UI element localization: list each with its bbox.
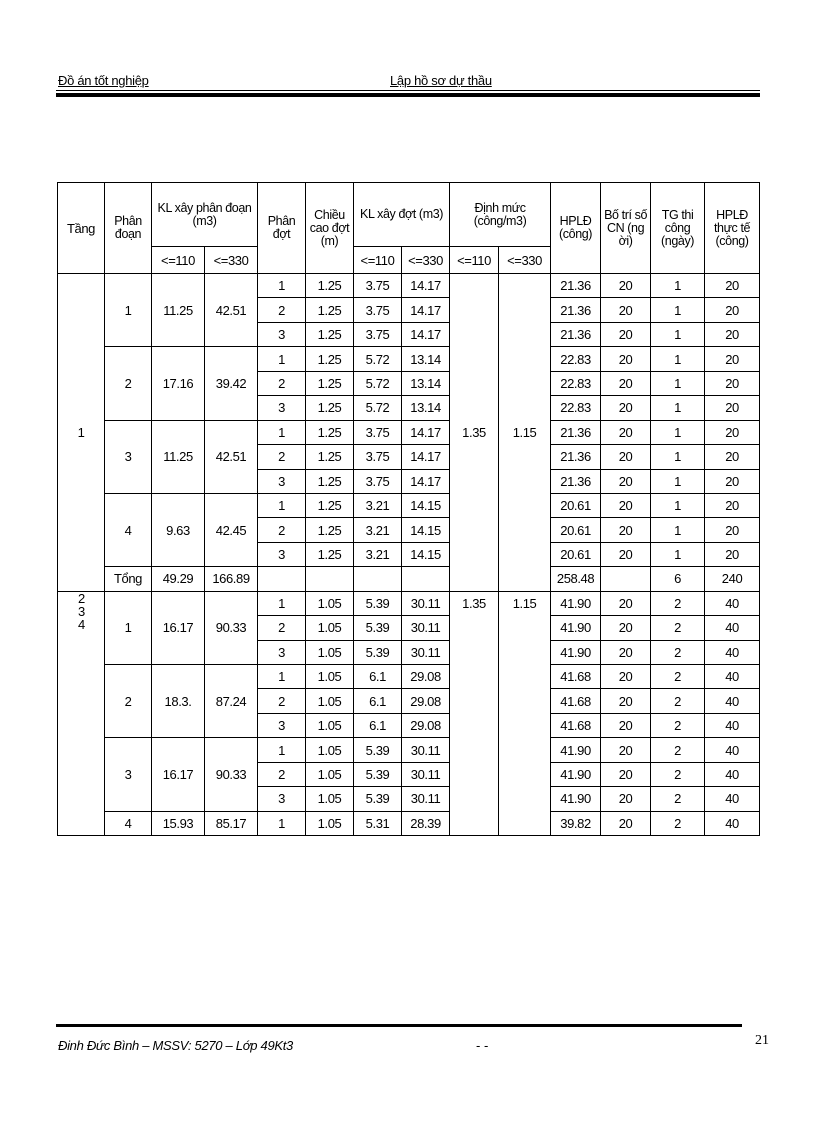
cell-kl-phan-doan-330: 42.45 (205, 493, 258, 566)
col-header-hpld-thuc-te: HPLĐ thực tế (công) (705, 183, 760, 274)
cell-tg: 2 (651, 616, 705, 640)
cell-bo-tri: 20 (601, 689, 651, 713)
cell-kl-dot-330: 14.17 (402, 274, 450, 298)
cell-kl-dot-110: 5.39 (354, 591, 402, 615)
cell-hpld: 21.36 (551, 445, 601, 469)
cell-hpld: 41.90 (551, 787, 601, 811)
cell-hpld: 39.82 (551, 811, 601, 835)
cell-tg: 2 (651, 811, 705, 835)
cell-phan-dot: 1 (258, 420, 306, 444)
cell-kl-phan-doan-330: 87.24 (205, 665, 258, 738)
cell-kl-phan-doan-330: 90.33 (205, 738, 258, 811)
cell-tg: 2 (651, 738, 705, 762)
header-subtitle: Lập hồ sơ dự thầu (390, 73, 492, 88)
col-header-chieu-cao: Chiều cao đợt (m) (306, 183, 354, 274)
cell-hpld: 41.68 (551, 665, 601, 689)
cell-tg: 1 (651, 298, 705, 322)
footer-separator: - - (476, 1038, 489, 1053)
cell-kl-dot-110: 5.72 (354, 396, 402, 420)
cell-kl-dot-330: 30.11 (402, 616, 450, 640)
cell-kl-dot-110: 5.31 (354, 811, 402, 835)
table-row (58, 811, 760, 835)
cell-kl-dot-330: 14.17 (402, 420, 450, 444)
page-number: 21 (755, 1033, 769, 1048)
cell-hpld-thuc-te: 20 (705, 518, 760, 542)
cell-kl-phan-doan-110: 18.3. (152, 665, 205, 738)
cell-kl-dot-110: 5.39 (354, 762, 402, 786)
cell-bo-tri: 20 (601, 640, 651, 664)
cell-dinh-muc-330: 1.15 (499, 591, 551, 835)
tang-line: 2 (78, 590, 85, 606)
footer-divider (56, 1024, 742, 1027)
cell-hpld: 41.90 (551, 738, 601, 762)
cell-tg: 1 (651, 420, 705, 444)
cell-phan-dot: 2 (258, 518, 306, 542)
cell-tg: 1 (651, 322, 705, 346)
cell-chieu-cao: 1.25 (306, 371, 354, 395)
cell-phan-dot: 3 (258, 469, 306, 493)
col-header-kl-phan-doan: KL xây phân đoạn (m3) (152, 183, 258, 247)
cell-phan-dot: 2 (258, 445, 306, 469)
cell-hpld-thuc-te: 20 (705, 298, 760, 322)
cell-hpld: 41.90 (551, 591, 601, 615)
cell-hpld-thuc-te: 40 (705, 787, 760, 811)
cell-tg: 2 (651, 762, 705, 786)
cell-kl-dot-330: 29.08 (402, 713, 450, 737)
cell-bo-tri: 20 (601, 811, 651, 835)
cell-phan-dot: 2 (258, 371, 306, 395)
cell-total-hpld-thuc-te: 240 (705, 567, 760, 591)
col-header-tg: TG thi công (ngày) (651, 183, 705, 274)
cell-hpld: 20.61 (551, 542, 601, 566)
cell-kl-phan-doan-110: 9.63 (152, 493, 205, 566)
cell-total-hpld: 258.48 (551, 567, 601, 591)
cell-total-kl110: 49.29 (152, 567, 205, 591)
cell-bo-tri: 20 (601, 542, 651, 566)
table-row (58, 591, 760, 615)
cell-tg: 2 (651, 713, 705, 737)
cell-chieu-cao: 1.25 (306, 396, 354, 420)
cell-chieu-cao: 1.05 (306, 616, 354, 640)
cell-bo-tri: 20 (601, 787, 651, 811)
cell-hpld: 21.36 (551, 274, 601, 298)
cell-tg: 1 (651, 396, 705, 420)
cell-kl-dot-110: 3.75 (354, 322, 402, 346)
cell-chieu-cao: 1.05 (306, 713, 354, 737)
cell-hpld: 41.90 (551, 640, 601, 664)
table-row (58, 738, 760, 762)
cell-kl-dot-110: 5.39 (354, 640, 402, 664)
cell-phan-dot: 3 (258, 787, 306, 811)
table-row (58, 420, 760, 444)
cell-kl-phan-doan-330: 42.51 (205, 274, 258, 347)
cell-kl-dot-330: 30.11 (402, 762, 450, 786)
cell-hpld-thuc-te: 20 (705, 542, 760, 566)
cell-bo-tri: 20 (601, 762, 651, 786)
col-header-tang: Tầng (58, 183, 105, 274)
cell-phan-dot: 3 (258, 640, 306, 664)
cell-chieu-cao: 1.25 (306, 542, 354, 566)
cell-kl-dot-330: 14.15 (402, 493, 450, 517)
cell-tang: 1 (58, 274, 105, 592)
cell-hpld: 41.90 (551, 616, 601, 640)
col-header-dot-le330: <=330 (402, 247, 450, 274)
cell-bo-tri: 20 (601, 665, 651, 689)
cell-phan-dot: 1 (258, 274, 306, 298)
cell-bo-tri: 20 (601, 274, 651, 298)
cell-phan-doan: 4 (105, 811, 152, 835)
cell-kl-dot-110: 5.39 (354, 738, 402, 762)
cell-tg: 1 (651, 469, 705, 493)
cell-bo-tri: 20 (601, 322, 651, 346)
header-divider-thick (56, 93, 760, 97)
cell-phan-doan: 3 (105, 738, 152, 811)
cell-kl-dot-330: 30.11 (402, 787, 450, 811)
cell-kl-dot-330: 29.08 (402, 665, 450, 689)
cell-bo-tri: 20 (601, 396, 651, 420)
cell-bo-tri: 20 (601, 713, 651, 737)
cell-hpld: 21.36 (551, 322, 601, 346)
cell-phan-dot: 3 (258, 396, 306, 420)
cell-kl-phan-doan-110: 15.93 (152, 811, 205, 835)
cell-phan-doan: 4 (105, 493, 152, 566)
cell-phan-doan: 1 (105, 591, 152, 664)
cell-kl-dot-330: 30.11 (402, 640, 450, 664)
cell-kl-dot-330: 30.11 (402, 591, 450, 615)
cell-hpld-thuc-te: 40 (705, 762, 760, 786)
table-row (58, 347, 760, 371)
cell-kl-dot-330: 13.14 (402, 371, 450, 395)
cell-kl-dot-330: 14.15 (402, 542, 450, 566)
cell-chieu-cao: 1.25 (306, 518, 354, 542)
cell-bo-tri: 20 (601, 738, 651, 762)
tang-line: 3 (78, 603, 85, 619)
cell-phan-doan: 3 (105, 420, 152, 493)
cell-hpld: 41.90 (551, 762, 601, 786)
cell-dinh-muc-330: 1.15 (499, 274, 551, 592)
cell-kl-dot-110: 3.75 (354, 469, 402, 493)
cell-kl-dot-110: 6.1 (354, 689, 402, 713)
cell-kl-dot-110: 3.75 (354, 420, 402, 444)
cell-chieu-cao: 1.25 (306, 322, 354, 346)
cell-hpld-thuc-te: 40 (705, 713, 760, 737)
cell-empty (354, 567, 402, 591)
cell-kl-dot-330: 28.39 (402, 811, 450, 835)
cell-kl-dot-110: 3.75 (354, 274, 402, 298)
col-header-kl-le330: <=330 (205, 247, 258, 274)
cell-hpld-thuc-te: 20 (705, 274, 760, 298)
cell-phan-dot: 3 (258, 542, 306, 566)
cell-phan-dot: 1 (258, 493, 306, 517)
cell-chieu-cao: 1.05 (306, 738, 354, 762)
cell-kl-dot-110: 3.21 (354, 493, 402, 517)
cell-kl-phan-doan-110: 11.25 (152, 420, 205, 493)
cell-kl-dot-110: 3.21 (354, 542, 402, 566)
cell-hpld: 20.61 (551, 518, 601, 542)
col-header-dot-le110: <=110 (354, 247, 402, 274)
schedule-table (57, 182, 760, 836)
cell-hpld-thuc-te: 40 (705, 616, 760, 640)
cell-kl-phan-doan-330: 39.42 (205, 347, 258, 420)
cell-phan-dot: 1 (258, 811, 306, 835)
cell-hpld-thuc-te: 20 (705, 347, 760, 371)
header-divider (56, 90, 760, 91)
cell-bo-tri: 20 (601, 371, 651, 395)
cell-tg: 1 (651, 493, 705, 517)
cell-kl-dot-110: 5.39 (354, 616, 402, 640)
cell-tg: 2 (651, 591, 705, 615)
cell-kl-dot-330: 14.17 (402, 469, 450, 493)
col-header-phan-doan: Phân đoạn (105, 183, 152, 274)
cell-kl-dot-110: 3.21 (354, 518, 402, 542)
cell-phan-dot: 1 (258, 591, 306, 615)
cell-kl-phan-doan-110: 16.17 (152, 591, 205, 664)
cell-phan-dot: 2 (258, 616, 306, 640)
cell-chieu-cao: 1.05 (306, 591, 354, 615)
cell-tg: 2 (651, 787, 705, 811)
cell-empty (601, 567, 651, 591)
cell-hpld: 22.83 (551, 347, 601, 371)
cell-chieu-cao: 1.25 (306, 298, 354, 322)
cell-hpld-thuc-te: 20 (705, 396, 760, 420)
cell-tg: 1 (651, 542, 705, 566)
table-row (58, 567, 760, 591)
cell-hpld-thuc-te: 40 (705, 591, 760, 615)
col-header-hpld: HPLĐ (công) (551, 183, 601, 274)
cell-bo-tri: 20 (601, 616, 651, 640)
cell-chieu-cao: 1.05 (306, 787, 354, 811)
table-row (58, 274, 760, 298)
table-row (58, 665, 760, 689)
cell-kl-dot-110: 6.1 (354, 665, 402, 689)
cell-chieu-cao: 1.25 (306, 445, 354, 469)
cell-empty (258, 567, 306, 591)
col-header-phan-dot: Phân đợt (258, 183, 306, 274)
tang-line: 4 (78, 616, 85, 632)
cell-empty (306, 567, 354, 591)
cell-hpld: 20.61 (551, 493, 601, 517)
cell-kl-phan-doan-110: 17.16 (152, 347, 205, 420)
cell-kl-dot-110: 5.72 (354, 347, 402, 371)
col-header-kl-dot: KL xây đợt (m3) (354, 183, 450, 247)
cell-kl-dot-330: 14.15 (402, 518, 450, 542)
cell-chieu-cao: 1.25 (306, 469, 354, 493)
cell-tg: 2 (651, 640, 705, 664)
cell-tg: 1 (651, 518, 705, 542)
cell-kl-dot-330: 14.17 (402, 322, 450, 346)
cell-hpld-thuc-te: 20 (705, 469, 760, 493)
cell-total-tg: 6 (651, 567, 705, 591)
cell-hpld-thuc-te: 20 (705, 322, 760, 346)
cell-tg: 1 (651, 274, 705, 298)
col-header-dm-le110: <=110 (450, 247, 499, 274)
cell-total-kl330: 166.89 (205, 567, 258, 591)
col-header-kl-le110: <=110 (152, 247, 205, 274)
cell-hpld-thuc-te: 40 (705, 738, 760, 762)
cell-phan-dot: 3 (258, 713, 306, 737)
cell-bo-tri: 20 (601, 347, 651, 371)
cell-kl-phan-doan-330: 90.33 (205, 591, 258, 664)
cell-hpld-thuc-te: 20 (705, 493, 760, 517)
cell-hpld-thuc-te: 20 (705, 371, 760, 395)
cell-empty (402, 567, 450, 591)
cell-phan-dot: 3 (258, 322, 306, 346)
cell-dinh-muc-110: 1.35 (450, 274, 499, 592)
cell-hpld: 22.83 (551, 371, 601, 395)
cell-bo-tri: 20 (601, 298, 651, 322)
cell-bo-tri: 20 (601, 445, 651, 469)
cell-chieu-cao: 1.25 (306, 347, 354, 371)
cell-hpld: 22.83 (551, 396, 601, 420)
cell-bo-tri: 20 (601, 591, 651, 615)
header-title: Đồ án tốt nghiệp (58, 73, 149, 88)
cell-kl-dot-330: 14.17 (402, 298, 450, 322)
cell-tg: 2 (651, 665, 705, 689)
cell-hpld-thuc-te: 20 (705, 420, 760, 444)
cell-chieu-cao: 1.05 (306, 640, 354, 664)
cell-hpld-thuc-te: 40 (705, 811, 760, 835)
cell-hpld-thuc-te: 40 (705, 689, 760, 713)
cell-tg: 1 (651, 445, 705, 469)
footer-author: Đinh Đức Bình – MSSV: 5270 – Lớp 49Kt3 (58, 1038, 293, 1053)
col-header-dm-le330: <=330 (499, 247, 551, 274)
cell-tang (58, 591, 105, 835)
cell-hpld: 41.68 (551, 713, 601, 737)
cell-phan-dot: 1 (258, 738, 306, 762)
cell-phan-doan: 1 (105, 274, 152, 347)
cell-phan-dot: 2 (258, 762, 306, 786)
cell-chieu-cao: 1.25 (306, 274, 354, 298)
cell-hpld: 21.36 (551, 469, 601, 493)
cell-hpld-thuc-te: 20 (705, 445, 760, 469)
cell-kl-dot-330: 13.14 (402, 347, 450, 371)
cell-kl-phan-doan-330: 85.17 (205, 811, 258, 835)
cell-tg: 1 (651, 371, 705, 395)
cell-kl-phan-doan-110: 16.17 (152, 738, 205, 811)
cell-hpld: 41.68 (551, 689, 601, 713)
cell-kl-dot-110: 5.39 (354, 787, 402, 811)
cell-bo-tri: 20 (601, 493, 651, 517)
cell-kl-dot-110: 3.75 (354, 298, 402, 322)
col-header-bo-tri: Bố trí số CN (ng ời) (601, 183, 651, 274)
cell-hpld: 21.36 (551, 420, 601, 444)
cell-kl-dot-330: 14.17 (402, 445, 450, 469)
cell-kl-dot-330: 30.11 (402, 738, 450, 762)
cell-tg: 2 (651, 689, 705, 713)
cell-bo-tri: 20 (601, 518, 651, 542)
cell-dinh-muc-110: 1.35 (450, 591, 499, 835)
cell-phan-doan: 2 (105, 665, 152, 738)
cell-kl-dot-330: 13.14 (402, 396, 450, 420)
cell-chieu-cao: 1.05 (306, 665, 354, 689)
cell-phan-dot: 2 (258, 298, 306, 322)
cell-kl-phan-doan-110: 11.25 (152, 274, 205, 347)
cell-chieu-cao: 1.25 (306, 420, 354, 444)
cell-total-label: Tổng (105, 567, 152, 591)
cell-chieu-cao: 1.05 (306, 689, 354, 713)
cell-kl-phan-doan-330: 42.51 (205, 420, 258, 493)
cell-hpld-thuc-te: 40 (705, 665, 760, 689)
cell-kl-dot-110: 6.1 (354, 713, 402, 737)
cell-phan-dot: 1 (258, 347, 306, 371)
cell-phan-dot: 1 (258, 665, 306, 689)
cell-kl-dot-110: 3.75 (354, 445, 402, 469)
table-row (58, 493, 760, 517)
col-header-dinh-muc: Định mức (công/m3) (450, 183, 551, 247)
cell-phan-dot: 2 (258, 689, 306, 713)
cell-hpld-thuc-te: 40 (705, 640, 760, 664)
cell-tg: 1 (651, 347, 705, 371)
cell-bo-tri: 20 (601, 420, 651, 444)
cell-chieu-cao: 1.05 (306, 762, 354, 786)
cell-phan-doan: 2 (105, 347, 152, 420)
cell-kl-dot-330: 29.08 (402, 689, 450, 713)
cell-kl-dot-110: 5.72 (354, 371, 402, 395)
cell-chieu-cao: 1.05 (306, 811, 354, 835)
cell-hpld: 21.36 (551, 298, 601, 322)
cell-chieu-cao: 1.25 (306, 493, 354, 517)
cell-bo-tri: 20 (601, 469, 651, 493)
